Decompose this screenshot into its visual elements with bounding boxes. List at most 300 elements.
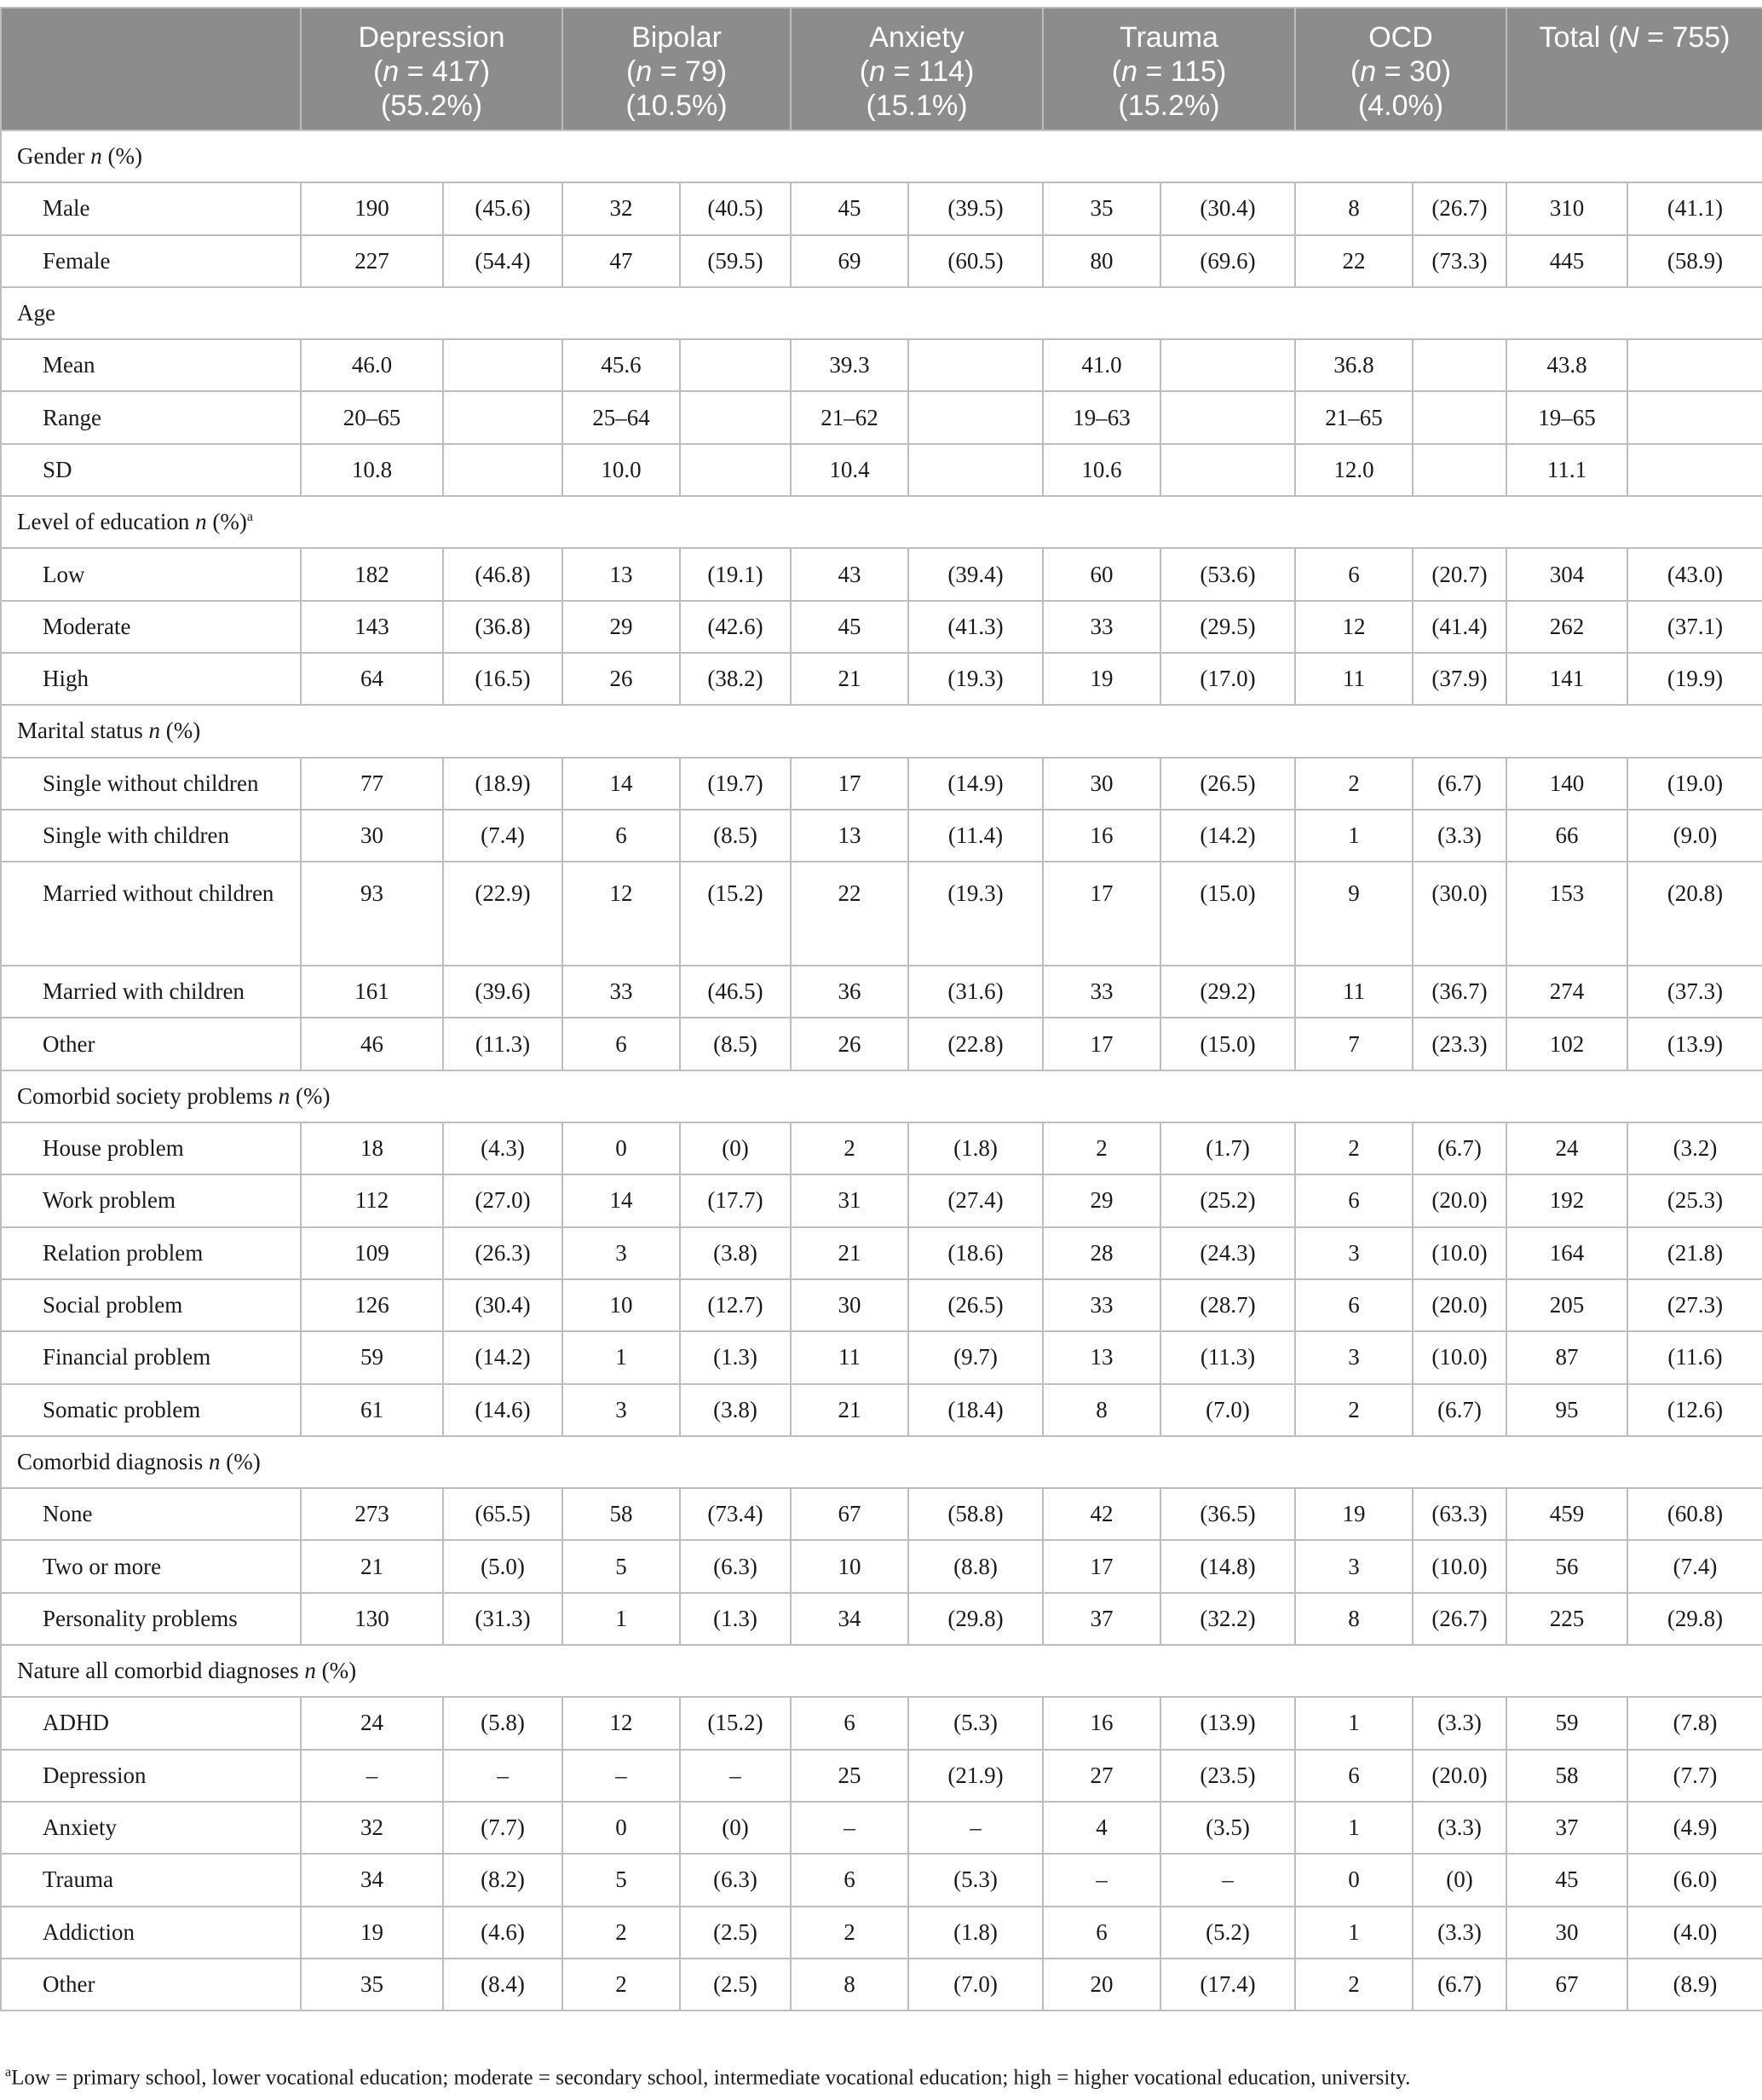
count-cell: 1 bbox=[1295, 1802, 1413, 1854]
count-cell: 28 bbox=[1043, 1227, 1160, 1279]
count-cell: 59 bbox=[1506, 1697, 1627, 1749]
percent-cell: (14.2) bbox=[1160, 810, 1295, 862]
count-cell: 29 bbox=[1043, 1174, 1160, 1226]
percent-cell: (0) bbox=[680, 1802, 791, 1854]
count-cell: 58 bbox=[1506, 1750, 1627, 1802]
count-cell: 25–64 bbox=[562, 391, 680, 443]
section-label-text: Level of education bbox=[17, 509, 196, 535]
percent-cell bbox=[680, 391, 791, 443]
percent-cell: (17.0) bbox=[1160, 653, 1295, 705]
percent-cell: (23.3) bbox=[1413, 1018, 1506, 1070]
group-header-anxiety bbox=[791, 8, 1043, 130]
count-cell: 26 bbox=[791, 1018, 908, 1070]
count-cell: 64 bbox=[301, 653, 443, 705]
count-cell: 459 bbox=[1506, 1488, 1627, 1540]
percent-cell: (6.3) bbox=[680, 1854, 791, 1906]
section-label-suffix: (%) bbox=[159, 718, 201, 744]
percent-cell: (7.4) bbox=[443, 810, 562, 862]
percent-cell: (32.2) bbox=[1160, 1593, 1295, 1645]
percent-cell: (8.9) bbox=[1627, 1959, 1762, 2011]
count-cell: 141 bbox=[1506, 653, 1627, 705]
table-row bbox=[1, 1959, 1762, 2011]
table-row bbox=[1, 444, 1762, 496]
count-cell: 42 bbox=[1043, 1488, 1160, 1540]
percent-cell bbox=[908, 391, 1043, 443]
count-cell: 445 bbox=[1506, 235, 1627, 287]
percent-cell: (26.5) bbox=[1160, 758, 1295, 810]
percent-cell: (13.9) bbox=[1160, 1697, 1295, 1749]
count-cell: 112 bbox=[301, 1174, 443, 1226]
table-footnote bbox=[5, 2065, 1410, 2090]
percent-cell: (39.5) bbox=[908, 182, 1043, 234]
percent-cell: (14.2) bbox=[443, 1331, 562, 1383]
percent-cell: (25.2) bbox=[1160, 1174, 1295, 1226]
count-cell: 9 bbox=[1295, 862, 1413, 966]
count-cell: 3 bbox=[1295, 1540, 1413, 1592]
percent-cell: (14.8) bbox=[1160, 1540, 1295, 1592]
table-row bbox=[1, 1540, 1762, 1592]
percent-cell: (41.1) bbox=[1627, 182, 1762, 234]
percent-cell: (27.0) bbox=[443, 1174, 562, 1226]
group-percent: (10.5%) bbox=[625, 89, 728, 122]
section-label-text: Nature all comorbid diagnoses bbox=[17, 1658, 305, 1684]
count-cell: 69 bbox=[791, 235, 908, 287]
percent-cell: (13.9) bbox=[1627, 1018, 1762, 1070]
percent-cell: (31.6) bbox=[908, 966, 1043, 1018]
count-cell: 6 bbox=[562, 810, 680, 862]
row-label: Financial problem bbox=[1, 1331, 301, 1383]
count-cell: 13 bbox=[1043, 1331, 1160, 1383]
row-label: Married with children bbox=[1, 966, 301, 1018]
percent-cell: – bbox=[443, 1750, 562, 1802]
percent-cell: (26.7) bbox=[1413, 182, 1506, 234]
table-row bbox=[1, 1331, 1762, 1383]
percent-cell: (73.3) bbox=[1413, 235, 1506, 287]
count-cell: 30 bbox=[1043, 758, 1160, 810]
row-label: Work problem bbox=[1, 1174, 301, 1226]
count-cell: 67 bbox=[791, 1488, 908, 1540]
section-label bbox=[1, 287, 1762, 339]
percent-cell: (4.3) bbox=[443, 1122, 562, 1174]
count-cell: 6 bbox=[1295, 548, 1413, 600]
count-cell: 47 bbox=[562, 235, 680, 287]
percent-cell: (29.8) bbox=[1627, 1593, 1762, 1645]
percent-cell bbox=[443, 444, 562, 496]
percent-cell: (41.3) bbox=[908, 601, 1043, 653]
percent-cell: (43.0) bbox=[1627, 548, 1762, 600]
percent-cell bbox=[908, 339, 1043, 391]
count-cell: 2 bbox=[1295, 758, 1413, 810]
percent-cell: (45.6) bbox=[443, 182, 562, 234]
table-row bbox=[1, 1279, 1762, 1331]
percent-cell: (6.0) bbox=[1627, 1854, 1762, 1906]
table-row bbox=[1, 1907, 1762, 1959]
percent-cell: (37.1) bbox=[1627, 601, 1762, 653]
count-cell: 262 bbox=[1506, 601, 1627, 653]
percent-cell: (7.7) bbox=[443, 1802, 562, 1854]
row-label: Male bbox=[1, 182, 301, 234]
percent-cell: (15.2) bbox=[680, 1697, 791, 1749]
percent-cell: (5.3) bbox=[908, 1854, 1043, 1906]
count-cell: 31 bbox=[791, 1174, 908, 1226]
percent-cell: (37.9) bbox=[1413, 653, 1506, 705]
table-row bbox=[1, 1122, 1762, 1174]
count-cell: 33 bbox=[1043, 601, 1160, 653]
count-cell: 2 bbox=[791, 1122, 908, 1174]
count-cell: 192 bbox=[1506, 1174, 1627, 1226]
table-row bbox=[1, 1018, 1762, 1070]
count-cell: 6 bbox=[562, 1018, 680, 1070]
table-row bbox=[1, 235, 1762, 287]
count-cell: 0 bbox=[562, 1122, 680, 1174]
table-row bbox=[1, 1488, 1762, 1540]
count-cell: – bbox=[1043, 1854, 1160, 1906]
count-cell: 164 bbox=[1506, 1227, 1627, 1279]
count-cell: 30 bbox=[1506, 1907, 1627, 1959]
group-header-total bbox=[1506, 8, 1762, 130]
count-cell: 58 bbox=[562, 1488, 680, 1540]
percent-cell: (30.4) bbox=[443, 1279, 562, 1331]
percent-cell: (19.0) bbox=[1627, 758, 1762, 810]
count-cell: 17 bbox=[1043, 1540, 1160, 1592]
group-header-bipolar bbox=[562, 8, 791, 130]
percent-cell: – bbox=[680, 1750, 791, 1802]
count-cell: 102 bbox=[1506, 1018, 1627, 1070]
count-cell: 8 bbox=[1295, 182, 1413, 234]
percent-cell: (20.7) bbox=[1413, 548, 1506, 600]
percent-cell bbox=[443, 339, 562, 391]
percent-cell: (3.3) bbox=[1413, 810, 1506, 862]
percent-cell: (3.2) bbox=[1627, 1122, 1762, 1174]
count-cell: 2 bbox=[1295, 1122, 1413, 1174]
percent-cell: (10.0) bbox=[1413, 1331, 1506, 1383]
count-cell: 16 bbox=[1043, 810, 1160, 862]
row-label: Mean bbox=[1, 339, 301, 391]
table-row bbox=[1, 1697, 1762, 1749]
count-cell: 190 bbox=[301, 182, 443, 234]
group-percent: (15.1%) bbox=[866, 89, 968, 122]
count-cell: 20 bbox=[1043, 1959, 1160, 2011]
count-cell: 227 bbox=[301, 235, 443, 287]
table-row bbox=[1, 1854, 1762, 1906]
percent-cell: (5.3) bbox=[908, 1697, 1043, 1749]
percent-cell: (18.6) bbox=[908, 1227, 1043, 1279]
count-cell: 36 bbox=[791, 966, 908, 1018]
count-cell: 21 bbox=[791, 1384, 908, 1436]
table-row bbox=[1, 810, 1762, 862]
group-percent: (55.2%) bbox=[380, 89, 483, 122]
section-label-n: n bbox=[304, 1658, 316, 1684]
group-n bbox=[1301, 55, 1500, 89]
percent-cell: (2.5) bbox=[680, 1907, 791, 1959]
count-cell: 6 bbox=[1295, 1279, 1413, 1331]
percent-cell: (1.8) bbox=[908, 1122, 1043, 1174]
percent-cell: (65.5) bbox=[443, 1488, 562, 1540]
count-cell: 3 bbox=[562, 1227, 680, 1279]
percent-cell: (5.2) bbox=[1160, 1907, 1295, 1959]
count-cell: 10 bbox=[562, 1279, 680, 1331]
count-cell: 32 bbox=[301, 1802, 443, 1854]
group-n-prefix: ( bbox=[625, 55, 636, 88]
section-label-n: n bbox=[195, 509, 207, 535]
count-cell: 24 bbox=[301, 1697, 443, 1749]
count-cell: 45 bbox=[791, 601, 908, 653]
row-label: Single without children bbox=[1, 758, 301, 810]
group-n-suffix: = 114) bbox=[885, 55, 975, 88]
table-row bbox=[1, 339, 1762, 391]
percent-cell: (6.7) bbox=[1413, 1122, 1506, 1174]
count-cell: 310 bbox=[1506, 182, 1627, 234]
count-cell: 6 bbox=[791, 1697, 908, 1749]
percent-cell: (60.5) bbox=[908, 235, 1043, 287]
count-cell: 2 bbox=[791, 1907, 908, 1959]
percent-cell: (8.5) bbox=[680, 1018, 791, 1070]
count-cell: 17 bbox=[791, 758, 908, 810]
count-cell: 67 bbox=[1506, 1959, 1627, 2011]
row-label: SD bbox=[1, 444, 301, 496]
percent-cell: (73.4) bbox=[680, 1488, 791, 1540]
count-cell: 11 bbox=[1295, 653, 1413, 705]
count-cell: 0 bbox=[1295, 1854, 1413, 1906]
percent-cell: (26.7) bbox=[1413, 1593, 1506, 1645]
row-label: Single with children bbox=[1, 810, 301, 862]
count-cell: – bbox=[791, 1802, 908, 1854]
count-cell: 6 bbox=[1295, 1750, 1413, 1802]
percent-cell: (1.3) bbox=[680, 1593, 791, 1645]
percent-cell: (8.5) bbox=[680, 810, 791, 862]
count-cell: 35 bbox=[1043, 182, 1160, 234]
percent-cell: (10.0) bbox=[1413, 1540, 1506, 1592]
count-cell: 161 bbox=[301, 966, 443, 1018]
percent-cell bbox=[1627, 444, 1762, 496]
count-cell: 8 bbox=[791, 1959, 908, 2011]
percent-cell: (7.4) bbox=[1627, 1540, 1762, 1592]
percent-cell: (6.7) bbox=[1413, 1384, 1506, 1436]
count-cell: 37 bbox=[1043, 1593, 1160, 1645]
row-label: ADHD bbox=[1, 1697, 301, 1749]
count-cell: 27 bbox=[1043, 1750, 1160, 1802]
count-cell: 1 bbox=[562, 1593, 680, 1645]
count-cell: 5 bbox=[562, 1854, 680, 1906]
count-cell: 34 bbox=[791, 1593, 908, 1645]
percent-cell bbox=[1627, 339, 1762, 391]
percent-cell: (17.7) bbox=[680, 1174, 791, 1226]
count-cell: 66 bbox=[1506, 810, 1627, 862]
row-label: Social problem bbox=[1, 1279, 301, 1331]
section-label-text: Comorbid diagnosis bbox=[17, 1448, 210, 1474]
count-cell: 130 bbox=[301, 1593, 443, 1645]
percent-cell: (23.5) bbox=[1160, 1750, 1295, 1802]
group-n-symbol: n bbox=[869, 55, 885, 88]
percent-cell: (37.3) bbox=[1627, 966, 1762, 1018]
percent-cell: (18.4) bbox=[908, 1384, 1043, 1436]
row-label: Other bbox=[1, 1018, 301, 1070]
percent-cell: (14.9) bbox=[908, 758, 1043, 810]
percent-cell bbox=[680, 444, 791, 496]
count-cell: 24 bbox=[1506, 1122, 1627, 1174]
count-cell: 2 bbox=[562, 1959, 680, 2011]
percent-cell: (8.8) bbox=[908, 1540, 1043, 1592]
percent-cell: (8.4) bbox=[443, 1959, 562, 2011]
count-cell: 2 bbox=[562, 1907, 680, 1959]
percent-cell bbox=[1627, 391, 1762, 443]
group-n-prefix: ( bbox=[372, 55, 383, 88]
percent-cell: (46.8) bbox=[443, 548, 562, 600]
section-row bbox=[1, 130, 1762, 182]
total-suffix: = 755) bbox=[1638, 21, 1730, 54]
percent-cell: (15.0) bbox=[1160, 862, 1295, 966]
count-cell: 6 bbox=[1043, 1907, 1160, 1959]
count-cell: 182 bbox=[301, 548, 443, 600]
percent-cell: (17.4) bbox=[1160, 1959, 1295, 2011]
percent-cell: (1.7) bbox=[1160, 1122, 1295, 1174]
percent-cell bbox=[1413, 339, 1506, 391]
section-row bbox=[1, 1436, 1762, 1488]
row-label: Low bbox=[1, 548, 301, 600]
table-row bbox=[1, 653, 1762, 705]
count-cell: 7 bbox=[1295, 1018, 1413, 1070]
count-cell: 36.8 bbox=[1295, 339, 1413, 391]
count-cell: 30 bbox=[301, 810, 443, 862]
section-label-suffix: (%) bbox=[290, 1082, 331, 1109]
count-cell: 13 bbox=[791, 810, 908, 862]
section-row bbox=[1, 496, 1762, 548]
percent-cell: – bbox=[908, 1802, 1043, 1854]
count-cell: 22 bbox=[791, 862, 908, 966]
table-row bbox=[1, 1593, 1762, 1645]
row-label: Depression bbox=[1, 1750, 301, 1802]
count-cell: 60 bbox=[1043, 548, 1160, 600]
count-cell: 10.0 bbox=[562, 444, 680, 496]
row-label: Other bbox=[1, 1959, 301, 2011]
percent-cell: (29.5) bbox=[1160, 601, 1295, 653]
count-cell: 2 bbox=[1295, 1959, 1413, 2011]
count-cell: 19–63 bbox=[1043, 391, 1160, 443]
percent-cell: (3.3) bbox=[1413, 1802, 1506, 1854]
percent-cell: (1.3) bbox=[680, 1331, 791, 1383]
percent-cell: (19.7) bbox=[680, 758, 791, 810]
table-row bbox=[1, 182, 1762, 234]
section-label-suffix: (%) bbox=[315, 1658, 357, 1684]
header-row bbox=[1, 8, 1762, 130]
section-label-n: n bbox=[278, 1082, 291, 1109]
group-header-depression bbox=[301, 8, 562, 130]
count-cell: 2 bbox=[1043, 1122, 1160, 1174]
percent-cell: (63.3) bbox=[1413, 1488, 1506, 1540]
section-label-n: n bbox=[90, 143, 102, 170]
count-cell: 45 bbox=[791, 182, 908, 234]
row-label: Married without children bbox=[1, 862, 301, 966]
count-cell: 14 bbox=[562, 1174, 680, 1226]
count-cell: 11 bbox=[1295, 966, 1413, 1018]
count-cell: 8 bbox=[1043, 1384, 1160, 1436]
count-cell: 304 bbox=[1506, 548, 1627, 600]
section-row bbox=[1, 705, 1762, 757]
count-cell: 1 bbox=[562, 1331, 680, 1383]
percent-cell: (41.4) bbox=[1413, 601, 1506, 653]
group-percent: (15.2%) bbox=[1118, 89, 1220, 122]
section-label-text: Comorbid society problems bbox=[17, 1082, 279, 1109]
percent-cell: (26.5) bbox=[908, 1279, 1043, 1331]
count-cell: 37 bbox=[1506, 1802, 1627, 1854]
total-prefix: Total ( bbox=[1539, 21, 1619, 54]
row-label: Somatic problem bbox=[1, 1384, 301, 1436]
count-cell: 6 bbox=[791, 1854, 908, 1906]
count-cell: 46.0 bbox=[301, 339, 443, 391]
count-cell: 19–65 bbox=[1506, 391, 1627, 443]
count-cell: 273 bbox=[301, 1488, 443, 1540]
count-cell: 61 bbox=[301, 1384, 443, 1436]
percent-cell: (11.6) bbox=[1627, 1331, 1762, 1383]
group-n bbox=[797, 55, 1037, 89]
count-cell: 43.8 bbox=[1506, 339, 1627, 391]
group-n bbox=[307, 55, 556, 89]
count-cell: 33 bbox=[1043, 1279, 1160, 1331]
percent-cell: (19.9) bbox=[1627, 653, 1762, 705]
table-row bbox=[1, 1802, 1762, 1854]
row-label: Personality problems bbox=[1, 1593, 301, 1645]
count-cell: 1 bbox=[1295, 1697, 1413, 1749]
count-cell: 205 bbox=[1506, 1279, 1627, 1331]
percent-cell bbox=[1160, 391, 1295, 443]
percent-cell: (27.3) bbox=[1627, 1279, 1762, 1331]
count-cell: 21 bbox=[301, 1540, 443, 1592]
percent-cell: (20.8) bbox=[1627, 862, 1762, 966]
percent-cell: (7.0) bbox=[1160, 1384, 1295, 1436]
group-n-suffix: = 417) bbox=[399, 55, 491, 88]
count-cell: 45 bbox=[1506, 1854, 1627, 1906]
group-name: Anxiety bbox=[869, 21, 964, 54]
percent-cell: (19.1) bbox=[680, 548, 791, 600]
count-cell: 12 bbox=[562, 1697, 680, 1749]
percent-cell: (11.3) bbox=[1160, 1331, 1295, 1383]
percent-cell: (9.7) bbox=[908, 1331, 1043, 1383]
section-label-n: n bbox=[209, 1448, 221, 1474]
percent-cell: (27.4) bbox=[908, 1174, 1043, 1226]
count-cell: 3 bbox=[562, 1384, 680, 1436]
percent-cell: (24.3) bbox=[1160, 1227, 1295, 1279]
count-cell: 11.1 bbox=[1506, 444, 1627, 496]
count-cell: 22 bbox=[1295, 235, 1413, 287]
count-cell: 140 bbox=[1506, 758, 1627, 810]
group-name: Trauma bbox=[1120, 21, 1218, 54]
percent-cell: (3.5) bbox=[1160, 1802, 1295, 1854]
percent-cell: (21.9) bbox=[908, 1750, 1043, 1802]
table-row bbox=[1, 548, 1762, 600]
count-cell: 14 bbox=[562, 758, 680, 810]
percent-cell: (46.5) bbox=[680, 966, 791, 1018]
group-header-ocd bbox=[1295, 8, 1506, 130]
percent-cell: (19.3) bbox=[908, 653, 1043, 705]
section-label-suffix: (%) bbox=[220, 1448, 261, 1474]
count-cell: 21 bbox=[791, 1227, 908, 1279]
count-cell: 77 bbox=[301, 758, 443, 810]
section-label-suffix: (%) bbox=[101, 143, 142, 170]
table-row bbox=[1, 601, 1762, 653]
count-cell: 12 bbox=[1295, 601, 1413, 653]
row-label: None bbox=[1, 1488, 301, 1540]
section-label bbox=[1, 496, 1762, 548]
section-label-text: Age bbox=[17, 300, 55, 326]
row-label: High bbox=[1, 653, 301, 705]
section-label-text: Gender bbox=[17, 143, 91, 170]
percent-cell: (26.3) bbox=[443, 1227, 562, 1279]
percent-cell: (29.8) bbox=[908, 1593, 1043, 1645]
percent-cell: (30.4) bbox=[1160, 182, 1295, 234]
percent-cell: (3.8) bbox=[680, 1227, 791, 1279]
row-label: Female bbox=[1, 235, 301, 287]
percent-cell: (12.6) bbox=[1627, 1384, 1762, 1436]
